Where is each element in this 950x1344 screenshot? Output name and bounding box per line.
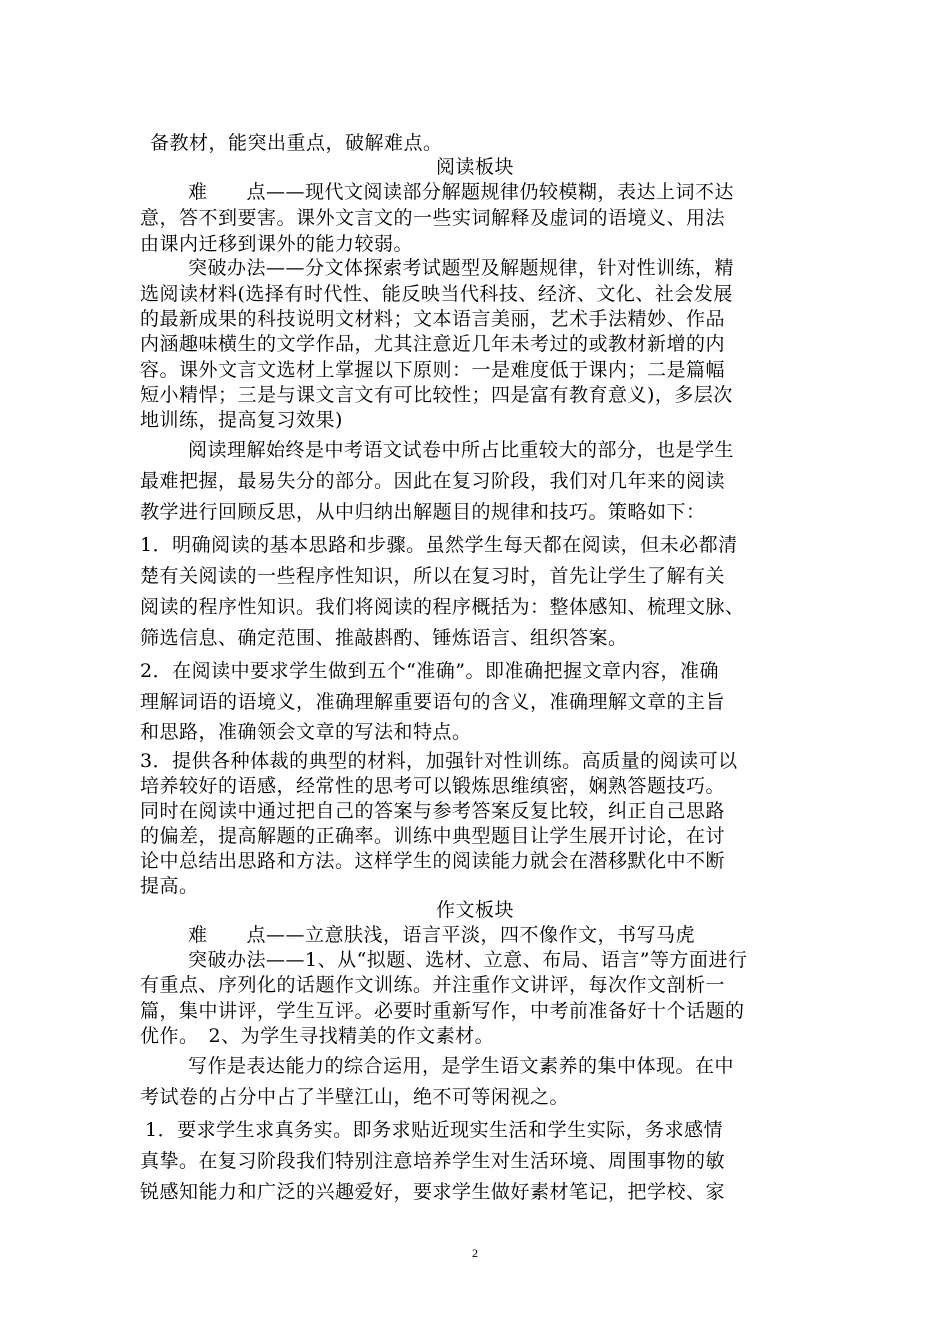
paragraph-line: 和思路，准确领会文章的写法和特点。 xyxy=(140,721,472,743)
paragraph-line: 难 点——立意肤浅，语言平淡，四不像作文，书写马虎 xyxy=(188,924,696,946)
paragraph-line: 考试卷的占分中占了半壁江山，绝不可等闲视之。 xyxy=(140,1086,570,1108)
section-heading-writing: 作文板块 xyxy=(435,899,514,921)
paragraph-line: 有重点、序列化的话题作文训练。并注重作文讲评，每次作文剖析一 xyxy=(140,974,726,996)
paragraph-line: 写作是表达能力的综合运用，是学生语文素养的集中体现。在中 xyxy=(188,1055,735,1077)
paragraph-line: 篇，集中讲评，学生互评。必要时重新写作，中考前准备好十个话题的 xyxy=(140,1000,745,1022)
paragraph-line: 理解词语的语境义，准确理解重要语句的含义，准确理解文章的主旨 xyxy=(140,691,726,713)
paragraph-line: 最难把握，最易失分的部分。因此在复习阶段，我们对几年来的阅读 xyxy=(140,470,726,492)
paragraph-line: 1．要求学生求真务实。即务求贴近现实生活和学生实际，务求感情 xyxy=(145,1119,724,1141)
page-number: 2 xyxy=(472,1246,478,1260)
section-heading-reading: 阅读板块 xyxy=(435,156,514,178)
paragraph-line: 地训练，提高复习效果) xyxy=(140,409,343,431)
paragraph-line: 阅读的程序性知识。我们将阅读的程序概括为：整体感知、梳理文脉、 xyxy=(140,596,745,618)
paragraph-line: 真挚。在复习阶段我们特别注意培养学生对生活环境、周围事物的敏 xyxy=(140,1150,726,1172)
paragraph-line: 意，答不到要害。课外文言文的一些实词解释及虚词的语境义、用法 xyxy=(140,207,726,229)
paragraph-line: 选阅读材料(选择有时代性、能反映当代科技、经济、文化、社会发展 xyxy=(140,283,733,305)
paragraph-line: 由课内迁移到课外的能力较弱。 xyxy=(140,233,414,255)
paragraph-line: 3．提供各种体裁的典型的材料，加强针对性训练。高质量的阅读可以 xyxy=(140,750,738,772)
paragraph-line: 备教材，能突出重点，破解难点。 xyxy=(150,132,443,154)
paragraph-line: 1．明确阅读的基本思路和步骤。虽然学生每天都在阅读，但未必都清 xyxy=(140,534,738,556)
paragraph-line: 突破办法——1、从“拟题、选材、立意、布局、语言”等方面进行 xyxy=(188,949,748,971)
paragraph-line: 突破办法——分文体探索考试题型及解题规律，针对性训练，精 xyxy=(188,257,735,279)
paragraph-line: 短小精悍；三是与课文言文有可比较性；四是富有教育意义)，多层次 xyxy=(140,384,733,406)
paragraph-line: 难 点——现代文阅读部分解题规律仍较模糊，表达上词不达 xyxy=(188,181,735,203)
paragraph-line: 论中总结出思路和方法。这样学生的阅读能力就会在潜移默化中不断 xyxy=(140,850,726,872)
paragraph-line: 阅读理解始终是中考语文试卷中所占比重较大的部分，也是学生 xyxy=(188,439,735,461)
paragraph-line: 内涵趣味横生的文学作品，尤其注意近几年未考过的或教材新增的内 xyxy=(140,333,726,355)
paragraph-line: 教学进行回顾反思，从中归纳出解题目的规律和技巧。策略如下： xyxy=(140,501,706,523)
paragraph-line: 同时在阅读中通过把自己的答案与参考答案反复比较，纠正自己思路 xyxy=(140,800,726,822)
paragraph-line: 筛选信息、确定范围、推敲斟酌、锤炼语言、组织答案。 xyxy=(140,627,628,649)
paragraph-line: 容。课外文言文选材上掌握以下原则：一是难度低于课内；二是篇幅 xyxy=(140,359,726,381)
paragraph-line: 提高。 xyxy=(140,875,199,897)
paragraph-line: 优作。 2、为学生寻找精美的作文素材。 xyxy=(140,1025,495,1047)
paragraph-line: 培养较好的语感，经常性的思考可以锻炼思维缜密，娴熟答题技巧。 xyxy=(140,775,726,797)
paragraph-line: 楚有关阅读的一些程序性知识，所以在复习时，首先让学生了解有关 xyxy=(140,565,726,587)
paragraph-line: 2．在阅读中要求学生做到五个“准确”。即准确把握文章内容，准确 xyxy=(140,660,720,682)
paragraph-line: 的偏差，提高解题的正确率。训练中典型题目让学生展开讨论，在讨 xyxy=(140,825,726,847)
paragraph-line: 锐感知能力和广泛的兴趣爱好，要求学生做好素材笔记，把学校、家 xyxy=(140,1181,726,1203)
paragraph-line: 的最新成果的科技说明文材料；文本语言美丽，艺术手法精妙、作品 xyxy=(140,308,726,330)
